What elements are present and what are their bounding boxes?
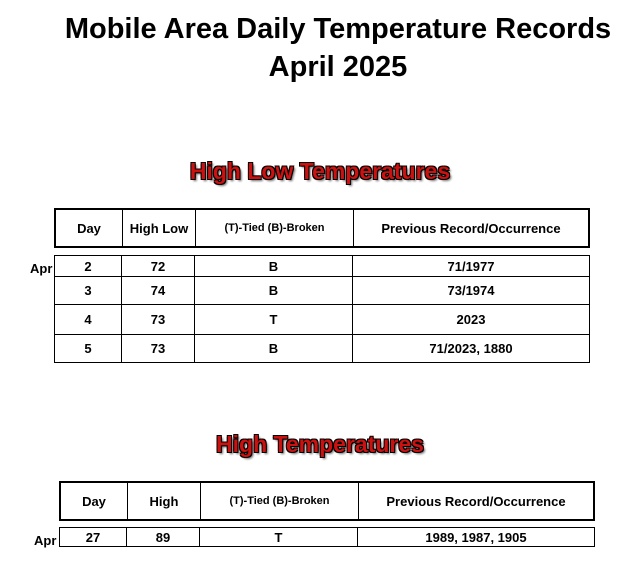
header-day: Day xyxy=(60,482,128,520)
header-tied-broken: (T)-Tied (B)-Broken xyxy=(196,209,354,247)
header-high-low: High Low xyxy=(123,209,196,247)
page-title: Mobile Area Daily Temperature Records xyxy=(64,13,612,45)
table-row xyxy=(60,528,595,547)
cell-previous: 1989, 1987, 1905 xyxy=(358,528,595,547)
table-row xyxy=(55,305,590,335)
header-day: Day xyxy=(55,209,123,247)
cell-status: T xyxy=(200,528,358,547)
month-label: Apr xyxy=(34,533,57,548)
cell-status: T xyxy=(195,305,353,335)
table-row xyxy=(55,277,590,305)
section-title-high: High Temperatures xyxy=(216,431,424,457)
header-previous-record: Previous Record/Occurrence xyxy=(354,209,590,247)
high-header-table xyxy=(59,481,595,521)
cell-day: 2 xyxy=(55,256,122,277)
cell-status: B xyxy=(195,335,353,363)
header-high: High xyxy=(128,482,201,520)
cell-previous: 71/2023, 1880 xyxy=(353,335,590,363)
section-title-high-low: High Low Temperatures xyxy=(189,158,451,184)
high-low-header-table xyxy=(54,208,590,248)
cell-status: B xyxy=(195,277,353,305)
page-subtitle: April 2025 xyxy=(268,51,408,83)
cell-day: 5 xyxy=(55,335,122,363)
cell-day: 3 xyxy=(55,277,122,305)
header-tied-broken: (T)-Tied (B)-Broken xyxy=(201,482,359,520)
cell-temp: 89 xyxy=(127,528,200,547)
cell-day: 27 xyxy=(60,528,127,547)
cell-previous: 2023 xyxy=(353,305,590,335)
cell-temp: 74 xyxy=(122,277,195,305)
cell-previous: 73/1974 xyxy=(353,277,590,305)
high-data-table xyxy=(59,527,595,547)
cell-temp: 73 xyxy=(122,305,195,335)
cell-status: B xyxy=(195,256,353,277)
month-label: Apr xyxy=(30,261,53,276)
high-low-data-table xyxy=(54,255,590,363)
table-row xyxy=(55,335,590,363)
cell-previous: 71/1977 xyxy=(353,256,590,277)
cell-temp: 72 xyxy=(122,256,195,277)
cell-temp: 73 xyxy=(122,335,195,363)
header-previous-record: Previous Record/Occurrence xyxy=(359,482,595,520)
table-row xyxy=(55,256,590,277)
cell-day: 4 xyxy=(55,305,122,335)
